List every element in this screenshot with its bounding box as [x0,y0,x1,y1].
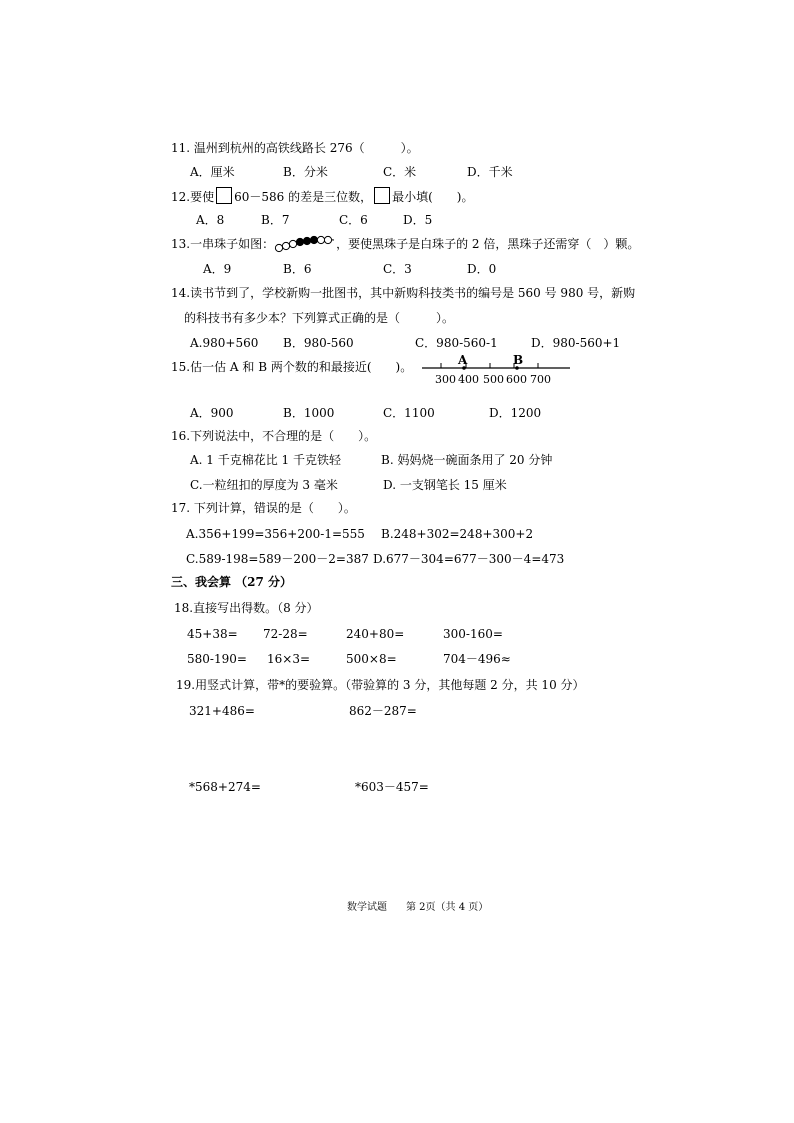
q11-option-a: A．厘米 [190,165,235,179]
q19-item: 862－287= [349,704,417,718]
q12-prefix: 12.要使 [171,190,215,204]
q13-prefix: 13.一串珠子如图： [171,237,275,251]
q12-option-b: B．7 [261,213,290,227]
q13-option-c: C．3 [383,262,412,276]
q19-item: *603－457= [355,780,429,794]
q11-option-b: B．分米 [283,165,328,179]
q13-option-d: D．0 [467,262,497,276]
q18-stem: 18.直接写出得数。（8 分） [174,601,319,615]
q18-item: 72-28= [263,627,308,641]
q13-stem [171,235,639,253]
footer-page-number: 第 2页（共 4 页） [406,902,489,913]
q15-option-a: A．900 [190,406,234,420]
q16-option-c: C.一粒纽扣的厚度为 3 毫米 [190,478,338,492]
q13-suffix: ，要使黑珠子是白珠子的 2 倍，黑珠子还需穿（ ）颗。 [336,237,640,251]
q17-option-b: B.248+302=248+300+2 [381,527,534,541]
q14-option-b: B．980-560 [283,336,354,350]
point-b-label: B [513,353,524,367]
q16-stem: 16.下列说法中，不合理的是（ ）。 [171,429,377,443]
q15-option-d: D．1200 [489,406,542,420]
tick-label-600: 600 [506,373,527,386]
q19-item: 321+486= [189,704,255,718]
q17-option-c: C.589-198=589－200－2=387 [186,552,369,566]
q14-line1: 14.读书节到了，学校新购一批图书，其中新购科技类书的编号是 560 号 980 号，新购 [171,286,636,300]
q17-stem: 17. 下列计算，错误的是（ ）。 [171,501,356,515]
tick-label-700: 700 [530,373,551,386]
q11-stem: 11. 温州到杭州的高铁线路长 276（ ）。 [171,141,419,155]
q18-item: 580-190= [187,652,247,666]
q14-option-c: C．980-560-1 [415,336,498,350]
q14-line2: 的科技书有多少本？下列算式正确的是（ ）。 [184,311,455,325]
q14-option-d: D．980-560+1 [531,336,621,350]
section-3-title: 三、我会算 （27 分） [171,575,293,589]
q13-option-b: B．6 [283,262,312,276]
tick-label-300: 300 [435,373,456,386]
q18-item: 16×3= [267,652,311,666]
footer-subject: 数学试题 [347,902,387,913]
blank-box [216,187,232,204]
q12-option-a: A．8 [196,213,225,227]
bead-string-figure [274,235,336,253]
q12-suffix: 最小填( )。 [392,190,474,204]
q17-option-a: A.356+199=356+200-1=555 [186,527,365,541]
q12-option-c: C．6 [339,213,368,227]
q17-option-d: D.677－304=677－300－4=473 [373,552,565,566]
q19-item: *568+274= [189,780,261,794]
blank-box [374,187,390,204]
q12-option-d: D．5 [403,213,433,227]
q15-option-c: C．1100 [383,406,435,420]
number-line-figure [420,350,575,390]
point-a-label: A [458,353,468,367]
q18-item: 500×8= [346,652,397,666]
q18-item: 45+38= [187,627,238,641]
q14-option-a: A.980+560 [190,336,259,350]
q16-option-a: A. 1 千克棉花比 1 千克铁轻 [190,453,342,467]
q16-option-d: D. 一支钢笔长 15 厘米 [383,478,507,492]
q12-stem [171,187,473,205]
q18-item: 704－496≈ [443,652,511,666]
tick-label-500: 500 [483,373,504,386]
q15-stem: 15.估一估 A 和 B 两个数的和最接近( )。 [171,360,413,374]
q18-item: 240+80= [346,627,405,641]
q18-item: 300-160= [443,627,503,641]
q11-option-d: D．千米 [467,165,513,179]
q19-stem: 19.用竖式计算，带*的要验算。（带验算的 3 分，其他每题 2 分，共 10 分） [176,678,585,692]
q16-option-b: B. 妈妈烧一碗面条用了 20 分钟 [381,453,553,467]
q12-middle: 60－586 的差是三位数， [234,190,373,204]
q11-option-c: C．米 [383,165,417,179]
q15-option-b: B．1000 [283,406,335,420]
tick-label-400: 400 [458,373,479,386]
q13-option-a: A．9 [203,262,232,276]
